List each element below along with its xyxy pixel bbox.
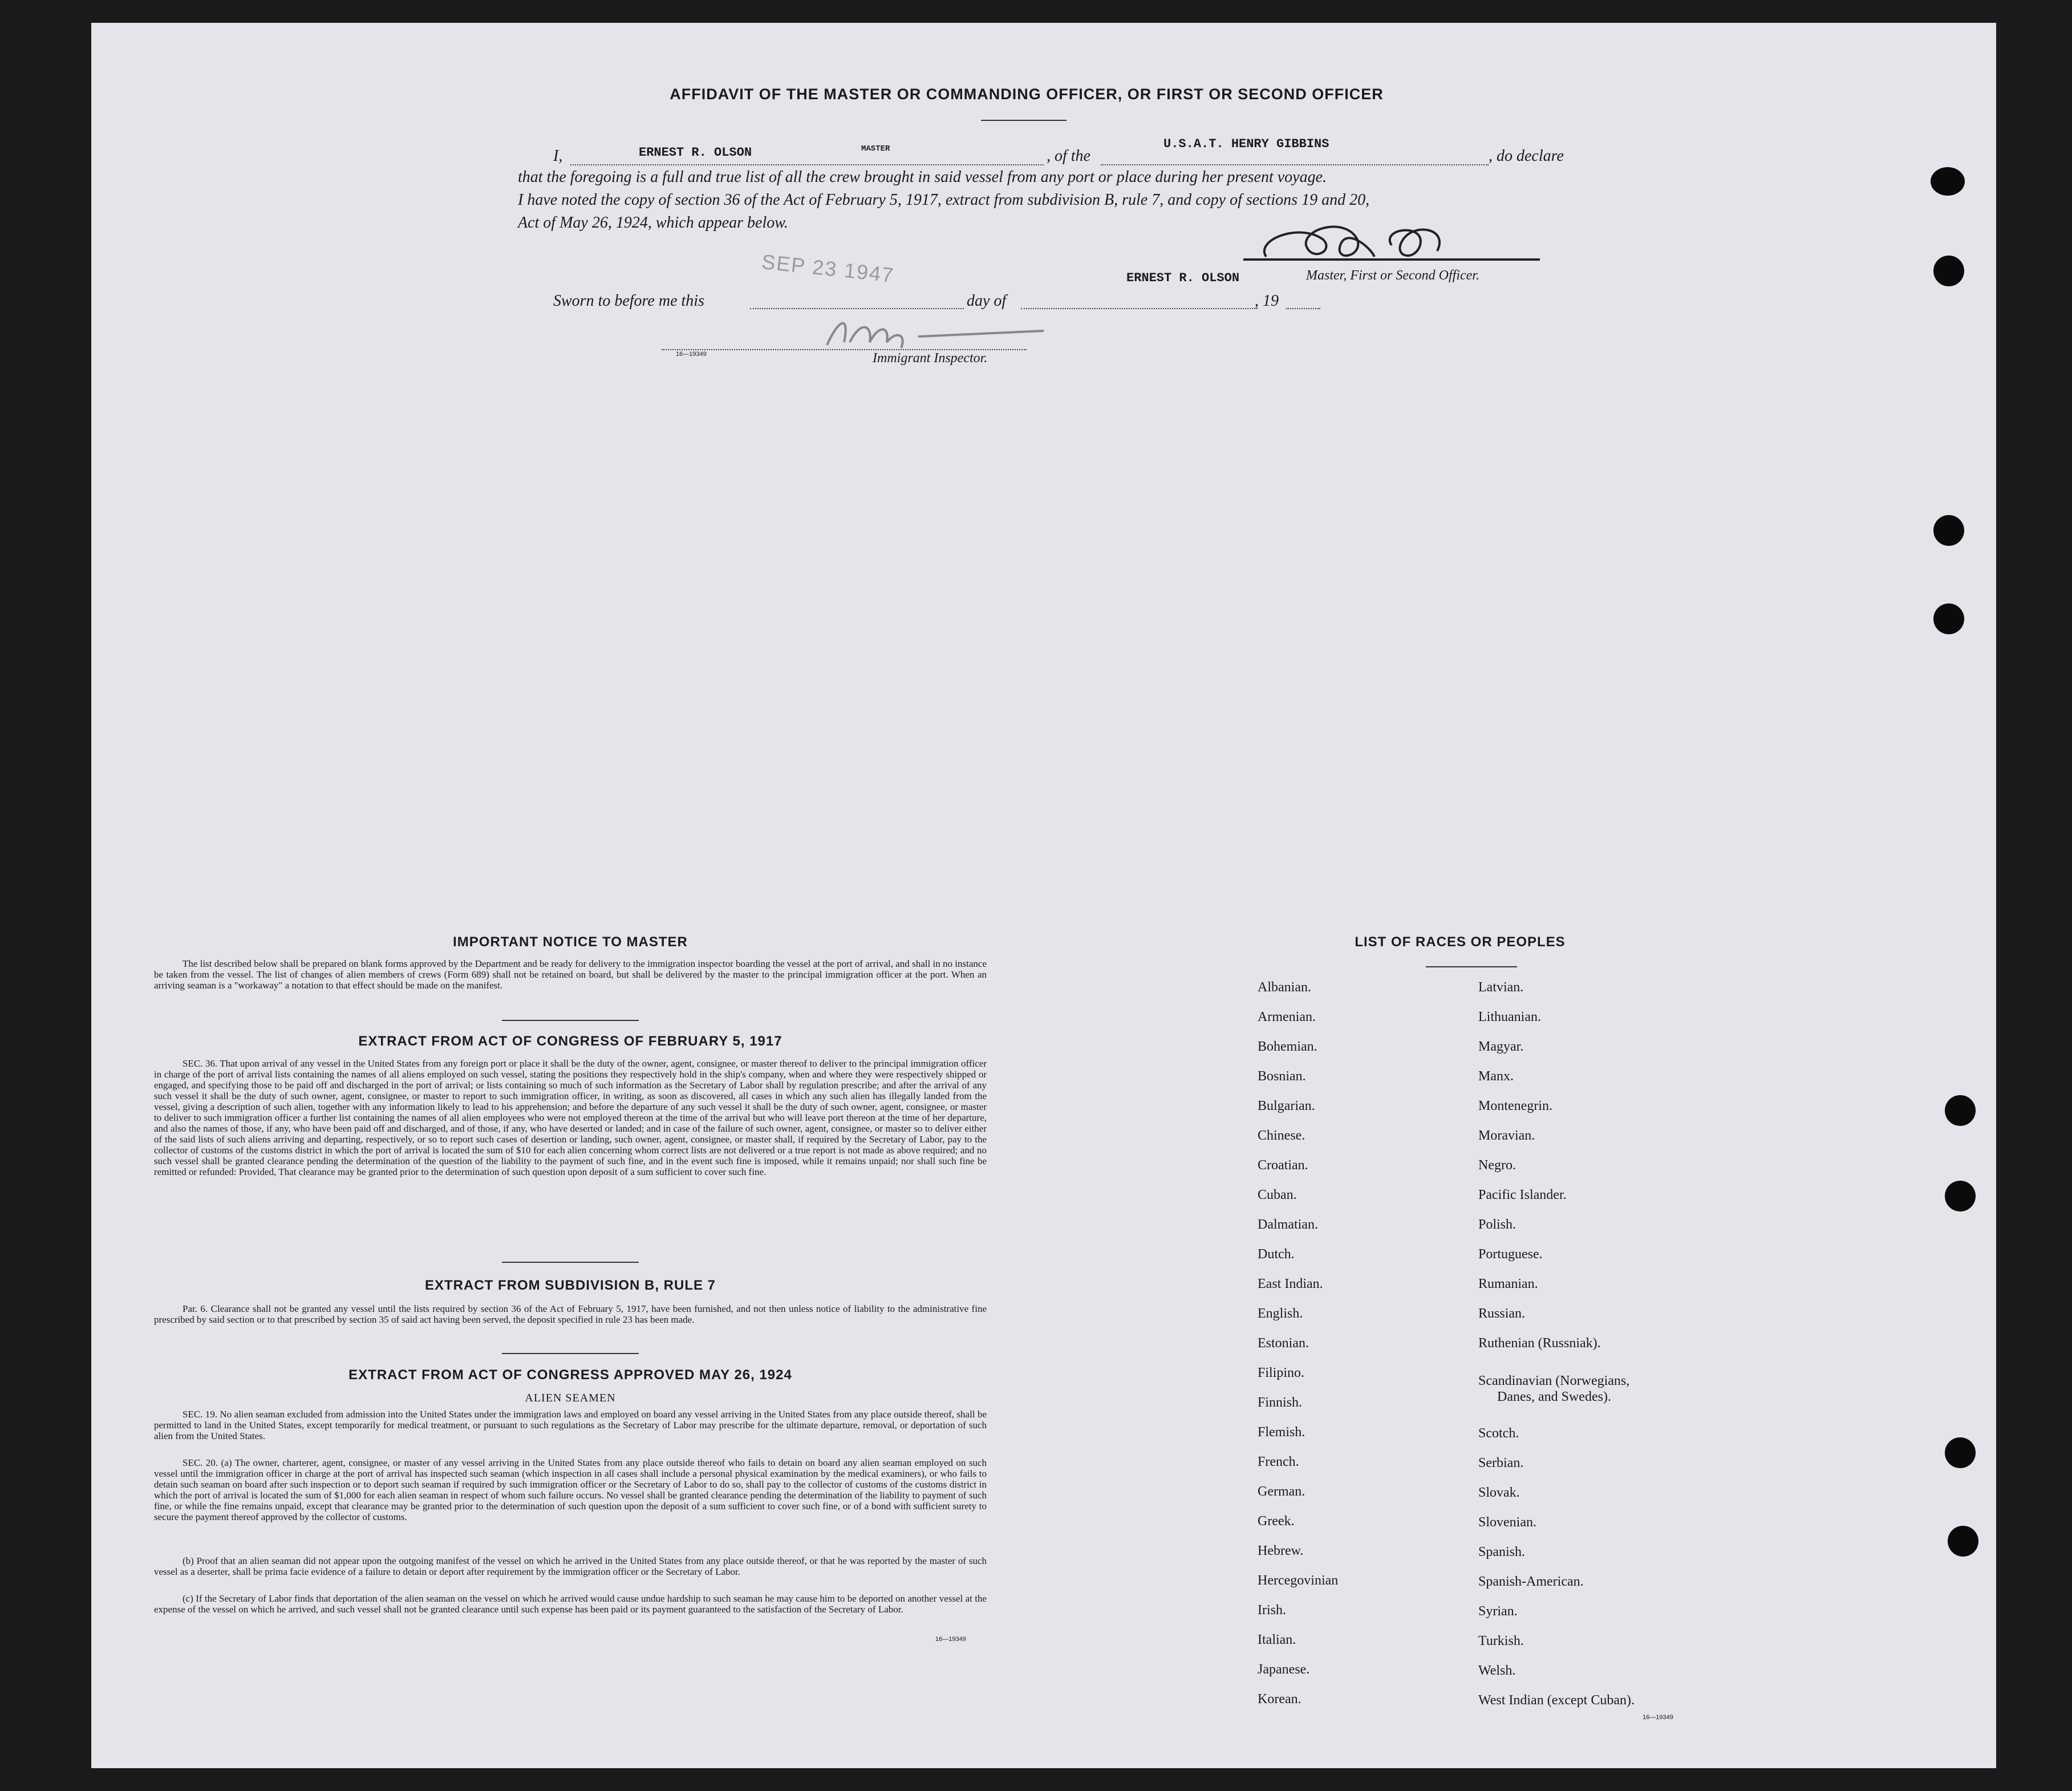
affidavit-line-4: Act of May 26, 1924, which appear below.	[518, 214, 788, 232]
binder-hole	[1948, 1526, 1978, 1557]
race-item: Greek.	[1258, 1514, 1295, 1529]
race-item: East Indian.	[1258, 1277, 1323, 1291]
race-item: Serbian.	[1478, 1456, 1524, 1470]
sec20c-text: (c) If the Secretary of Labor finds that deportation of the alien seaman on the vessel on which he arrived would cause undue hardship to such seaman he may cause him to be deported on another vessel at the expense of the vessel on which he arrived, and such vessel shall not be granted clearance until such expense has been paid or its payment guaranteed to the satisfaction of the Secretary of Labor.	[154, 1593, 987, 1615]
race-item: Danes, and Swedes).	[1497, 1389, 1611, 1404]
divider	[502, 1262, 639, 1263]
race-item: Syrian.	[1478, 1604, 1518, 1619]
race-item: Portuguese.	[1478, 1247, 1543, 1262]
rank-stamp: MASTER	[861, 144, 890, 153]
race-item: Hebrew.	[1258, 1543, 1304, 1558]
master-signature	[1232, 205, 1551, 274]
race-item: Russian.	[1478, 1306, 1526, 1321]
race-item: Polish.	[1478, 1217, 1517, 1232]
race-item: Korean.	[1258, 1692, 1301, 1707]
race-item: Bosnian.	[1258, 1069, 1306, 1084]
race-item: Italian.	[1258, 1632, 1296, 1647]
extract-1924-title: EXTRACT FROM ACT OF CONGRESS APPROVED MAY 26, 1924	[348, 1367, 792, 1383]
vessel-name: U.S.A.T. HENRY GIBBINS	[1163, 137, 1329, 151]
inspector-label: Immigrant Inspector.	[873, 351, 988, 366]
signature-name: ERNEST R. OLSON	[1126, 271, 1240, 285]
race-item: Pacific Islander.	[1478, 1188, 1567, 1202]
race-item: Albanian.	[1258, 980, 1311, 995]
year-prefix: , 19	[1255, 292, 1279, 310]
date-stamp: SEP 23 1947	[760, 249, 896, 287]
month-blank	[1021, 308, 1258, 309]
race-item: Spanish.	[1478, 1545, 1526, 1559]
race-item: Chinese.	[1258, 1128, 1305, 1143]
inspector-signature	[816, 308, 1055, 354]
race-item: Scandinavian (Norwegians,	[1478, 1373, 1630, 1388]
signature-role: Master, First or Second Officer.	[1306, 268, 1479, 283]
race-item: Armenian.	[1258, 1010, 1316, 1024]
race-item: Dalmatian.	[1258, 1217, 1318, 1232]
of-the-label: , of the	[1047, 147, 1090, 165]
race-item: Slovenian.	[1478, 1515, 1536, 1530]
sworn-label: Sworn to before me this	[553, 292, 704, 310]
binder-hole	[1945, 1437, 1976, 1468]
vessel-blank	[1101, 164, 1489, 165]
race-item: Japanese.	[1258, 1662, 1310, 1677]
binder-hole	[1933, 256, 1964, 286]
race-item: Negro.	[1478, 1158, 1516, 1173]
extract-1917-text: SEC. 36. That upon arrival of any vessel in the United States from any foreign port or place it shall be the duty of the owner, agent, consignee, or master thereof to deliver to the principal immigration officer in charge of the port of arrival lists containing the names of all aliens employed on such vessel, stating the positions they respectively hold in the ship's company, when and where they were respectively shipped or engaged, and specifying those to be paid off and discharged in the port of arrival; or lists containing so much of such information as the Secretary of Labor shall by regulation prescribe; and after the arrival of any such vessel it shall be the duty of such owner, agent, consignee, or master to report to such immigration officer, in writing, as soon as discovered, all cases in which any such alien has illegally landed from the vessel, giving a description of such alien, together with any information likely to lead to his apprehension; and before the departure of any such vessel it shall be the duty of such owner, agent, consignee, or master to deliver to such immigration officer a further list containing the names of all alien employees who were not employed thereon at the time of the arrival but who will leave port thereon at the time of her departure, and also the names of those, if any, who have been paid off and discharged, and of those, if any, who have deserted or landed; and in case of the failure of such owner, agent, consignee, or master so to deliver either of the said lists of such aliens arriving and departing, respectively, or so to report such cases of desertion or landing, such owner, agent, consignee, or master shall, if required by the Secretary of Labor, pay to the collector of customs of the customs district in which the port of arrival is located the sum of $10 for each alien concerning whom correct lists are not delivered or a true report is not made as above required; and no such vessel shall be granted clearance pending the determination of the question of the liability to the payment of such fine, and in the event such fine is imposed, while it remains unpaid; nor shall such fine be remitted or refunded: Provided, That clearance may be granted prior to the determination of such question upon deposit of a sum sufficient to cover such fine.	[154, 1058, 987, 1177]
day-of-label: day of	[967, 292, 1007, 310]
notice-title: IMPORTANT NOTICE TO MASTER	[453, 934, 688, 950]
race-item: Latvian.	[1478, 980, 1524, 995]
race-item: Magyar.	[1478, 1039, 1524, 1054]
binder-hole	[1945, 1095, 1976, 1126]
divider	[981, 120, 1067, 121]
binder-hole	[1931, 167, 1965, 196]
race-item: Bulgarian.	[1258, 1099, 1315, 1113]
race-item: Filipino.	[1258, 1365, 1305, 1380]
notice-text: The list described below shall be prepared on blank forms approved by the Department and be ready for delivery to the immigration inspector boarding the vessel at the port of arrival, and shall in no instance be taken from the vessel. The list of changes of alien members of crews (Form 689) shall not be retained on board, but shall be delivered by the master to the principal immigration officer at the port. When an arriving seaman is a "workaway" a notation to that effect should be made on the manifest.	[154, 958, 987, 991]
sec20b-text: (b) Proof that an alien seaman did not appear upon the outgoing manifest of the vessel on which he arrived in the United States from any place outside thereof, or that he was reported by the master of such vessel as a deserter, shall be prima facie evidence of a failure to detain or deport after requirement by the immigration officer or the Secretary of Labor.	[154, 1555, 987, 1577]
race-item: Welsh.	[1478, 1663, 1516, 1678]
extract-1917-title: EXTRACT FROM ACT OF CONGRESS OF FEBRUARY 5, 1917	[358, 1034, 782, 1049]
race-item: English.	[1258, 1306, 1303, 1321]
affidavit-i-label: I,	[553, 147, 563, 165]
races-title: LIST OF RACES OR PEOPLES	[1355, 934, 1566, 950]
binder-hole	[1945, 1181, 1976, 1211]
race-item: French.	[1258, 1454, 1299, 1469]
race-item: Spanish-American.	[1478, 1574, 1584, 1589]
race-item: Bohemian.	[1258, 1039, 1317, 1054]
race-item: Cuban.	[1258, 1188, 1297, 1202]
race-item: Dutch.	[1258, 1247, 1295, 1262]
divider	[502, 1353, 639, 1354]
form-number: 16—19349	[676, 351, 707, 358]
race-item: Scotch.	[1478, 1426, 1519, 1441]
race-item: Turkish.	[1478, 1634, 1524, 1648]
do-declare-label: , do declare	[1489, 147, 1564, 165]
form-number: 16—19349	[1643, 1714, 1673, 1721]
race-item: Croatian.	[1258, 1158, 1308, 1173]
sec19-text: SEC. 19. No alien seaman excluded from admission into the United States under the immigration laws and employed on board any vessel arriving in the United States from any place outside thereof, shall be permitted to land in the United States, except temporarily for medical treatment, or pursuant to such regulations as the Secretary of Labor may prescribe for the ultimate departure, removal, or deportation of such alien from the United States.	[154, 1409, 987, 1441]
race-item: Estonian.	[1258, 1336, 1309, 1351]
race-item: Ruthenian (Russniak).	[1478, 1336, 1601, 1351]
race-item: Finnish.	[1258, 1395, 1303, 1410]
divider	[1426, 966, 1517, 967]
race-item: Rumanian.	[1478, 1277, 1538, 1291]
inspector-blank	[662, 349, 1027, 350]
race-item: Flemish.	[1258, 1425, 1305, 1440]
race-item: German.	[1258, 1484, 1305, 1499]
race-item: West Indian (except Cuban).	[1478, 1693, 1635, 1708]
rule7-text: Par. 6. Clearance shall not be granted any vessel until the lists required by section 36 of the Act of February 5, 1917, have been furnished, and not then unless notice of liability to the administrative fine prescribed by said section or to that prescribed by section 35 of said act having been served, the deposit specified in rule 23 has been made.	[154, 1303, 987, 1325]
race-item: Irish.	[1258, 1603, 1286, 1618]
year-blank	[1286, 308, 1320, 309]
rule7-title: EXTRACT FROM SUBDIVISION B, RULE 7	[424, 1278, 716, 1293]
race-item: Montenegrin.	[1478, 1099, 1552, 1113]
alien-seamen-subtitle: ALIEN SEAMEN	[525, 1392, 616, 1404]
name-blank	[570, 164, 1044, 165]
divider	[502, 1020, 639, 1021]
race-item: Slovak.	[1478, 1485, 1520, 1500]
race-item: Lithuanian.	[1478, 1010, 1541, 1024]
affidavit-line-2: that the foregoing is a full and true list of all the crew brought in said vessel from any port or place during her present voyage.	[518, 168, 1327, 186]
master-name: ERNEST R. OLSON	[639, 145, 752, 160]
race-item: Moravian.	[1478, 1128, 1535, 1143]
binder-hole	[1933, 603, 1964, 634]
form-number: 16—19349	[935, 1636, 966, 1643]
race-item: Manx.	[1478, 1069, 1514, 1084]
sec20a-text: SEC. 20. (a) The owner, charterer, agent, consignee, or master of any vessel arriving in the United States from any place outside thereof who fails to detain on board any alien seaman employed on such vessel until the immigration officer in charge at the port of arrival has inspected such seaman (which inspection in all cases shall include a personal physical examination by the medical examiners), or who fails to detain such seaman on board after such inspection or to deport such seaman if required by such immigration officer or the Secretary of Labor to do so, shall pay to the collector of customs of the customs district in which the port of arrival is located the sum of $1,000 for each alien seaman in respect of whom such failure occurs. No vessel shall be granted clearance pending the determination of the liability to payment of such fine, or while the fine remains unpaid, except that clearance may be granted prior to the determination of such question upon the deposit of a sum sufficient to cover such fine, or of a bond with sufficient surety to secure the payment thereof approved by the collector of customs.	[154, 1457, 987, 1522]
binder-hole	[1933, 515, 1964, 546]
affidavit-line-3: I have noted the copy of section 36 of the Act of February 5, 1917, extract from subdivision B, rule 7, and copy of sections 19 and 20,	[518, 191, 1370, 209]
race-item: Hercegovinian	[1258, 1573, 1339, 1588]
affidavit-title: AFFIDAVIT OF THE MASTER OR COMMANDING OFFICER, OR FIRST OR SECOND OFFICER	[670, 86, 1384, 103]
